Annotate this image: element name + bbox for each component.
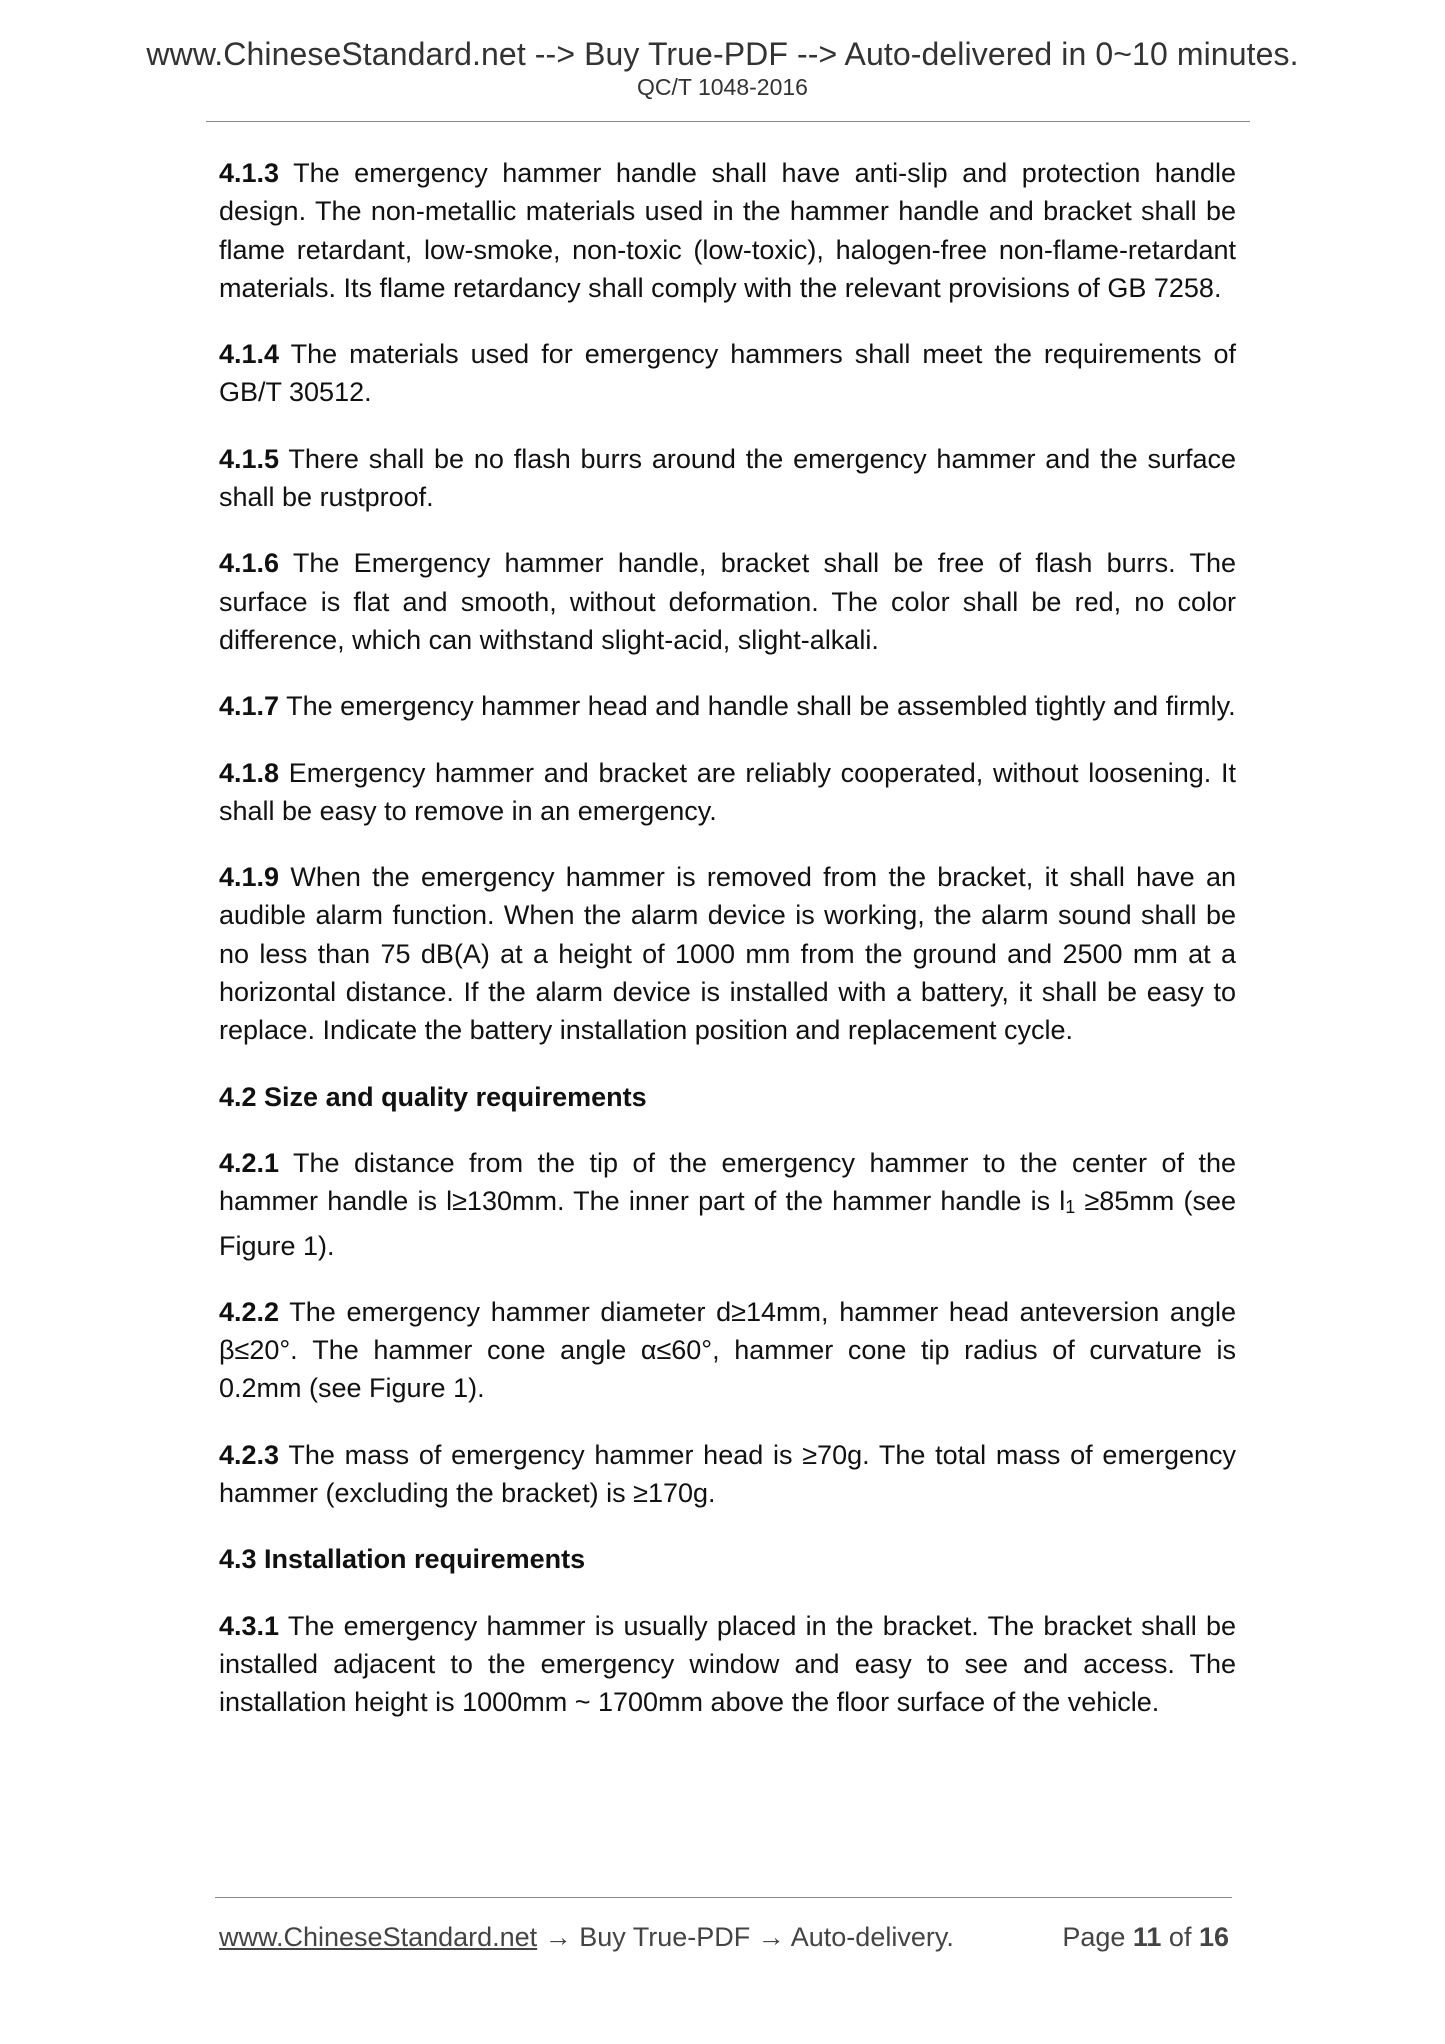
clause-number: 4.1.6 — [219, 548, 280, 579]
arrow-right-icon: → — [537, 1922, 580, 1952]
clause-text: The distance from the tip of the emergency hammer to the center of the hammer handle is l≥130mm. The inner part of the hammer handle is l — [219, 1147, 1236, 1217]
clause-text: The materials used for emergency hammers shall meet the requirements of GB/T 30512. — [219, 339, 1236, 408]
clause-number: 4.1.5 — [219, 443, 280, 474]
clause-4-1-8 — [219, 754, 1236, 831]
clause-text: The Emergency hammer handle, bracket shall be free of flash burrs. The surface is flat and smooth, without deformation. The color shall be red, no color difference, which can withstand slight-acid, slight-alkali. — [219, 548, 1236, 655]
clause-text: The emergency hammer is usually placed in the bracket. The bracket shall be installed adjacent to the emergency window and easy to see and access. The installation height is 1000mm ~ 1700mm above the floor surface of the vehicle. — [219, 1610, 1236, 1718]
clause-4-2-3 — [219, 1436, 1236, 1513]
section-heading-4-2: 4.2 Size and quality requirements — [219, 1081, 647, 1112]
footer-site-link[interactable]: www.ChineseStandard.net — [219, 1922, 538, 1952]
section-heading-4-3: 4.3 Installation requirements — [219, 1544, 586, 1575]
arrow-right-icon: → — [750, 1922, 791, 1952]
clause-4-3-1 — [219, 1607, 1236, 1722]
clause-number: 4.2.2 — [219, 1296, 280, 1327]
page-total: 16 — [1198, 1922, 1229, 1952]
clause-number: 4.1.8 — [219, 757, 280, 788]
clause-text: The mass of emergency hammer head is ≥70g. The total mass of emergency hammer (excluding the bracket) is ≥170g. — [219, 1439, 1236, 1509]
clause-text: The emergency hammer head and handle shall be assembled tightly and firmly. — [279, 691, 1236, 722]
clause-number: 4.2.1 — [219, 1147, 280, 1178]
footer-delivery-text: Auto-delivery. — [790, 1922, 954, 1952]
footer-buy-text: Buy True-PDF — [579, 1922, 751, 1952]
clause-4-1-4 — [219, 335, 1236, 412]
clause-text: The emergency hammer handle shall have anti-slip and protection handle design. The non-metallic materials used in the hammer handle and bracket shall be flame retardant, low-smoke, non-toxic (low-toxic), halogen-free non-flame-retardant materials. Its flame retardancy shall comply with the relevant provisions of GB 7258. — [219, 158, 1236, 303]
clause-4-2-2 — [219, 1293, 1236, 1408]
clause-4-1-3 — [219, 154, 1236, 307]
clause-number: 4.1.7 — [219, 691, 280, 722]
page-number: 11 — [1132, 1922, 1162, 1952]
clause-text: Emergency hammer and bracket are reliably cooperated, without loosening. It shall be easy to remove in an emergency. — [219, 757, 1236, 826]
clause-text: When the emergency hammer is removed from the bracket, it shall have an audible alarm function. When the alarm device is working, the alarm sound shall be no less than 75 dB(A) at a height of 1000 mm from the ground and 2500 mm at a horizontal distance. If the alarm device is installed with a battery, it shall be easy to replace. Indicate the battery installation position and replacement cycle. — [219, 862, 1236, 1046]
footer-divider — [215, 1897, 1232, 1898]
clause-text-cont: ≥85mm (see Figure 1). — [219, 1186, 1236, 1261]
top-banner[interactable]: www.ChineseStandard.net --> Buy True-PDF --> Auto-delivered in 0~10 minutes. — [146, 36, 1299, 72]
clause-4-1-5 — [219, 440, 1236, 517]
document-body — [219, 154, 1236, 1750]
clause-number: 4.1.3 — [219, 158, 280, 188]
clause-4-1-9 — [219, 858, 1236, 1049]
document-code: QC/T 1048-2016 — [637, 74, 808, 100]
clause-4-1-6 — [219, 544, 1236, 659]
clause-text: The emergency hammer diameter d≥14mm, hammer head anteversion angle β≤20°. The hammer cone angle α≤60°, hammer cone tip radius of curvature is 0.2mm (see Figure 1). — [219, 1296, 1236, 1404]
clause-text: There shall be no flash burrs around the emergency hammer and the surface shall be rustproof. — [219, 443, 1236, 513]
page-label: Page — [1062, 1922, 1133, 1952]
clause-number: 4.2.3 — [219, 1439, 280, 1470]
of-label: of — [1161, 1922, 1199, 1952]
footer-promo — [219, 1922, 954, 1953]
clause-4-2-1 — [219, 1144, 1236, 1265]
header-divider — [206, 121, 1250, 122]
clause-number: 4.3.1 — [219, 1610, 280, 1641]
clause-number: 4.1.4 — [219, 339, 280, 370]
subscript: 1 — [1065, 1197, 1076, 1218]
clause-4-1-7 — [219, 687, 1236, 725]
clause-number: 4.1.9 — [219, 862, 280, 893]
page-indicator — [1062, 1922, 1229, 1953]
